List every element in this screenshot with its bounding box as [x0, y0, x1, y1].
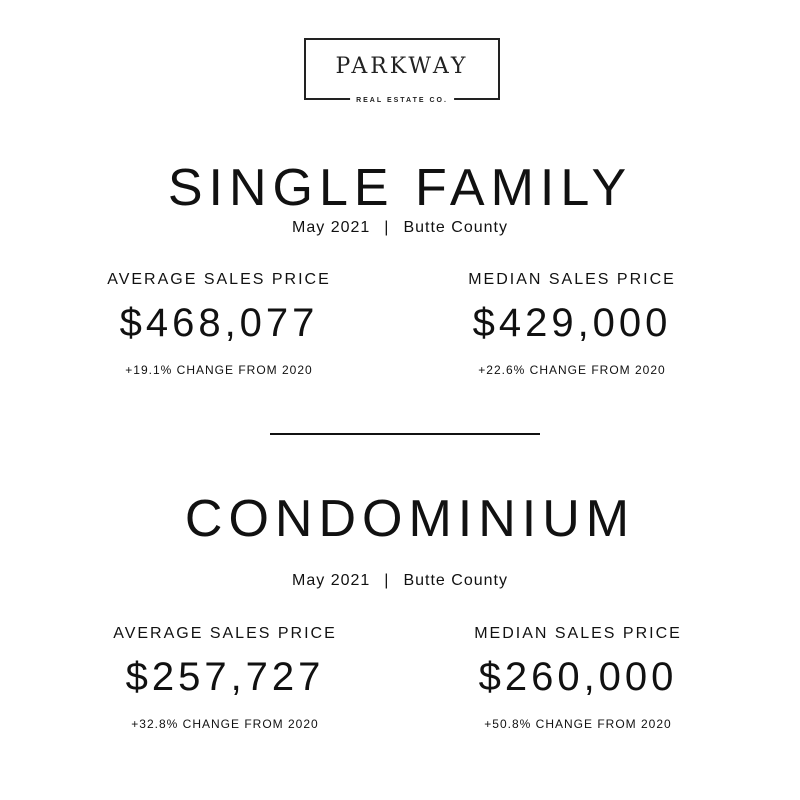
single-family-title: SINGLE FAMILY [167, 159, 633, 217]
average-sales-price-value: $257,727 [125, 655, 325, 699]
single-family-location: Butte County [403, 219, 508, 236]
condominium-title: CONDOMINIUM [184, 490, 636, 548]
median-sales-price-label: MEDIAN SALES PRICE [474, 625, 682, 642]
condominium-subtitle [0, 572, 800, 590]
average-sales-price-value: $468,077 [119, 301, 319, 345]
average-sales-price-label: AVERAGE SALES PRICE [107, 271, 331, 288]
logo-tagline: REAL ESTATE CO. [350, 97, 454, 104]
median-sales-price-change: +50.8% CHANGE FROM 2020 [484, 717, 672, 731]
parkway-logo [304, 38, 500, 104]
single-family-subtitle [0, 219, 800, 237]
median-sales-price-value: $260,000 [478, 655, 678, 699]
average-sales-price-change: +32.8% CHANGE FROM 2020 [131, 717, 319, 731]
median-sales-price-label: MEDIAN SALES PRICE [468, 271, 676, 288]
subtitle-separator: | [384, 572, 390, 589]
single-family-average-stat [59, 271, 379, 377]
median-sales-price-value: $429,000 [472, 301, 672, 345]
single-family-median-stat [412, 271, 732, 377]
condominium-median-stat [418, 625, 738, 731]
average-sales-price-change: +19.1% CHANGE FROM 2020 [125, 363, 313, 377]
single-family-date: May 2021 [292, 219, 371, 236]
condominium-date: May 2021 [292, 572, 371, 589]
condominium-location: Butte County [403, 572, 508, 589]
logo-wordmark: PARKWAY [335, 54, 469, 79]
condominium-average-stat [65, 625, 385, 731]
average-sales-price-label: AVERAGE SALES PRICE [113, 625, 337, 642]
subtitle-separator: | [384, 219, 390, 236]
median-sales-price-change: +22.6% CHANGE FROM 2020 [478, 363, 666, 377]
section-divider [270, 433, 540, 435]
